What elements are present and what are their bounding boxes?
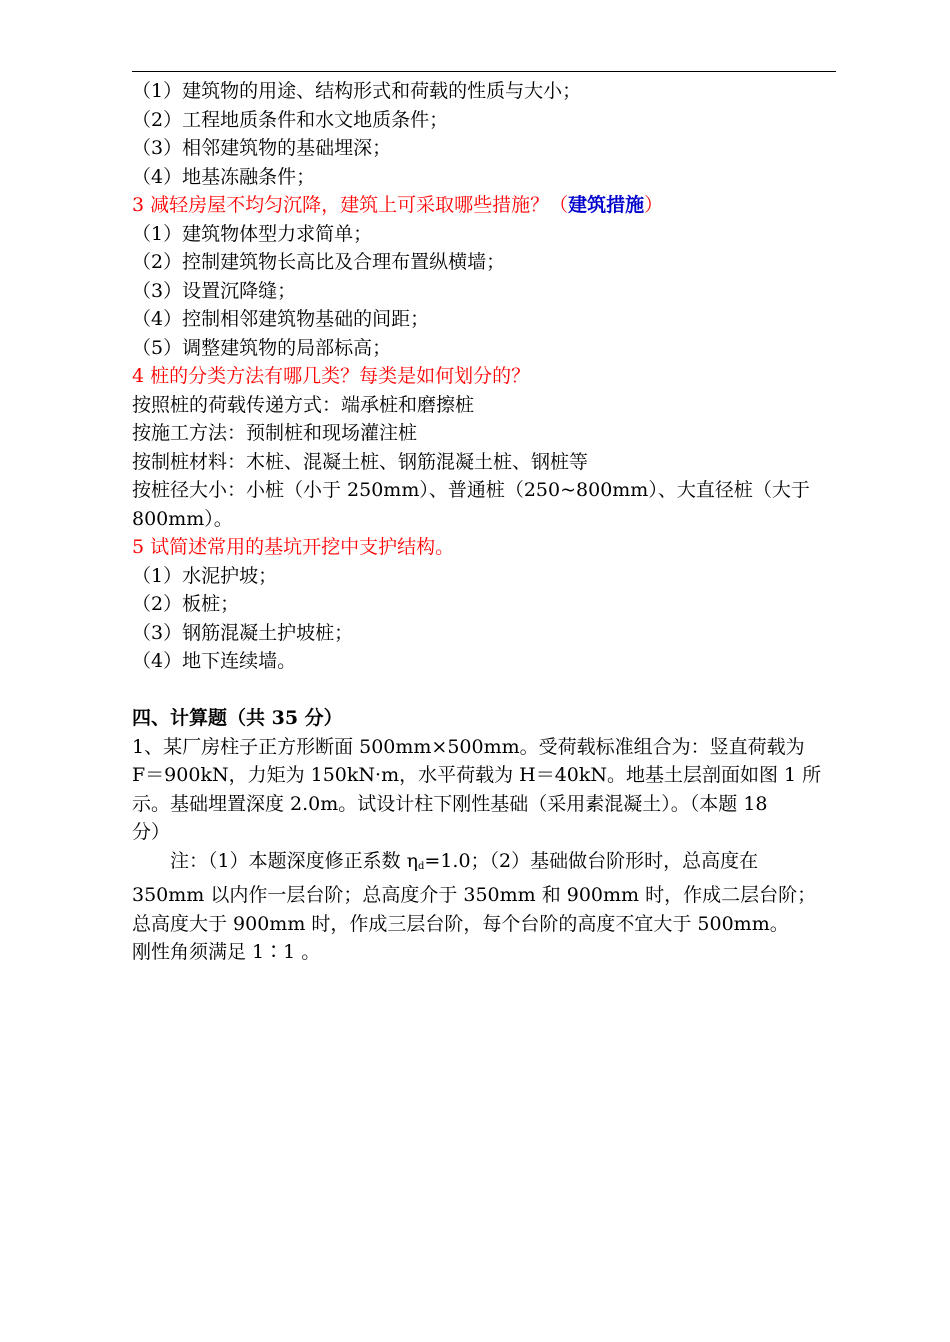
problem-line: 示。基础埋置深度 2.0m。试设计柱下刚性基础（采用素混凝土）。（本题 18 bbox=[132, 792, 768, 815]
list-item: （1）建筑物体型力求简单； bbox=[132, 222, 373, 245]
list-item: （2）板桩； bbox=[132, 593, 240, 615]
list-item: （2）控制建筑物长高比及合理布置纵横墙； bbox=[132, 251, 506, 273]
question-3-highlight: 建筑措施 bbox=[568, 194, 645, 216]
list-item: 800mm）。 bbox=[132, 507, 233, 530]
list-item: （1）建筑物的用途、结构形式和荷载的性质与大小； bbox=[132, 80, 582, 102]
question-5: 5 试简述常用的基坑开挖中支护结构。 bbox=[132, 536, 455, 558]
section-heading: 四、计算题（共 35 分） bbox=[132, 707, 343, 729]
header-rule bbox=[132, 71, 836, 72]
list-item: （5）调整建筑物的局部标高； bbox=[132, 336, 392, 359]
question-3-text: 3 减轻房屋不均匀沉降，建筑上可采取哪些措施？（ bbox=[132, 194, 569, 216]
list-item: （3）相邻建筑物的基础埋深； bbox=[132, 137, 392, 159]
note-line bbox=[132, 847, 836, 882]
problem-line: F＝900kN，力矩为 150kN·m，水平荷载为 H＝40kN。地基土层剖面如图 1 所 bbox=[132, 764, 822, 786]
question-3-close: ） bbox=[644, 194, 664, 216]
list-item: （4）控制相邻建筑物基础的间距； bbox=[132, 308, 430, 330]
question-3 bbox=[132, 191, 836, 220]
note-line: 刚性角须满足 1∶1 。 bbox=[132, 941, 321, 963]
note-line: 350mm 以内作一层台阶；总高度介于 350mm 和 900mm 时，作成二层台阶； bbox=[132, 884, 817, 906]
list-item: （3）设置沉降缝； bbox=[132, 279, 297, 302]
list-item: （4）地下连续墙。 bbox=[132, 650, 297, 672]
list-item: 按桩径大小：小桩（小于 250mm）、普通桩（250~800mm）、大直径桩（大于 bbox=[132, 479, 810, 501]
problem-line: 1、某厂房柱子正方形断面 500mm×500mm。受荷载标准组合为：竖直荷载为 bbox=[132, 735, 805, 758]
list-item: （4）地基冻融条件； bbox=[132, 165, 316, 188]
question-4: 4 桩的分类方法有哪几类？每类是如何划分的？ bbox=[132, 365, 531, 387]
document-body bbox=[132, 77, 836, 967]
list-item: 按施工方法：预制桩和现场灌注桩 bbox=[132, 422, 418, 444]
list-item: 按制桩材料：木桩、混凝土桩、钢筋混凝土桩、钢桩等 bbox=[132, 450, 589, 473]
list-item: （2）工程地质条件和水文地质条件； bbox=[132, 108, 449, 131]
note-subscript: d bbox=[418, 860, 425, 872]
spacer bbox=[132, 676, 836, 705]
problem-line: 分） bbox=[132, 821, 171, 843]
note-text: 注：（1）本题深度修正系数 η bbox=[170, 849, 419, 872]
list-item: （3）钢筋混凝土护坡桩； bbox=[132, 621, 354, 644]
list-item: 按照桩的荷载传递方式：端承桩和磨擦桩 bbox=[132, 393, 475, 416]
note-text-cont: =1.0；（2）基础做台阶形时，总高度在 bbox=[424, 849, 759, 872]
note-line: 总高度大于 900mm 时，作成三层台阶，每个台阶的高度不宜大于 500mm。 bbox=[132, 912, 789, 935]
list-item: （1）水泥护坡； bbox=[132, 564, 278, 587]
